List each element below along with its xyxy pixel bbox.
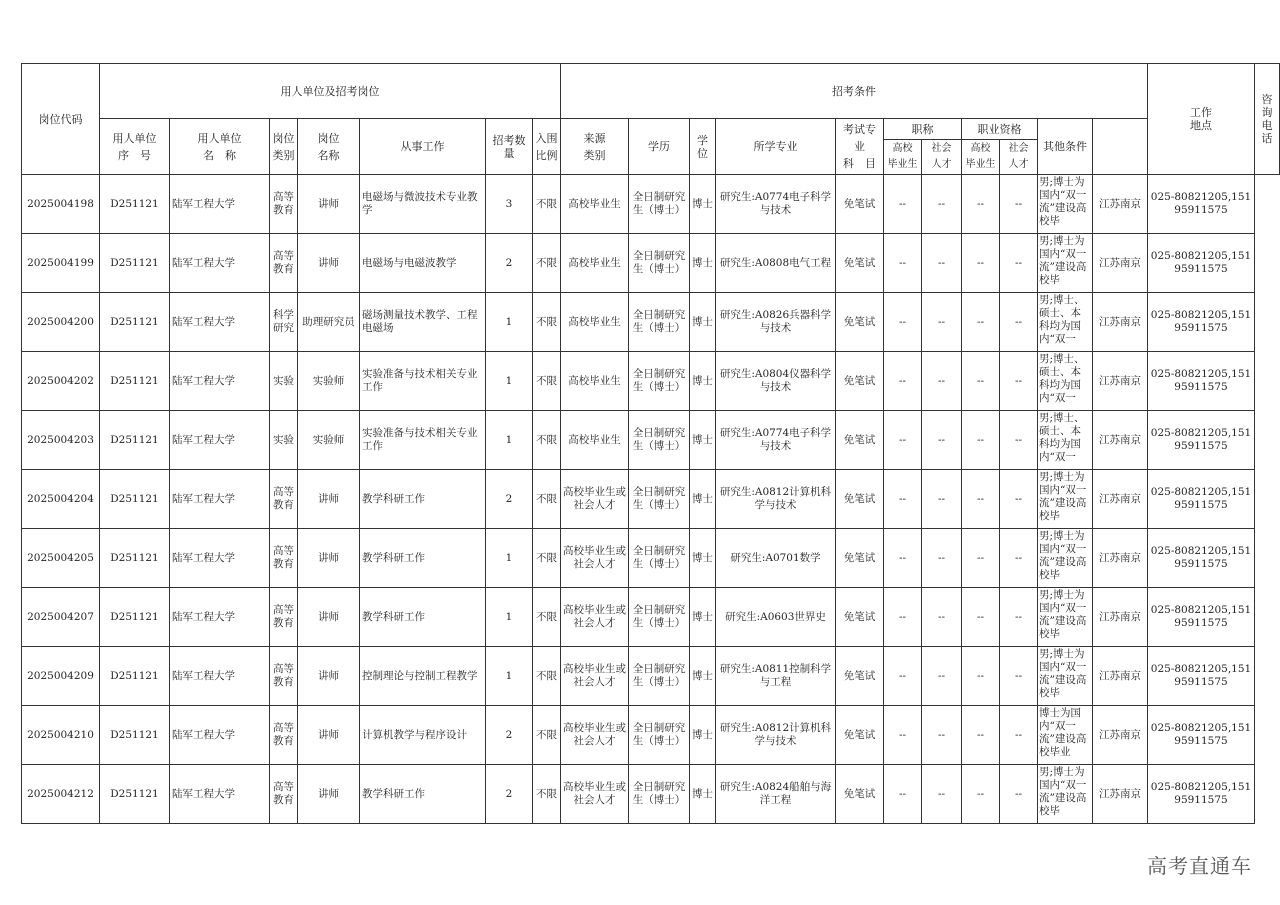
cell-degree: 博士	[690, 529, 716, 588]
cell-post-name: 讲师	[298, 470, 360, 529]
cell-quota: 3	[486, 175, 533, 234]
cell-title-social: --	[922, 293, 962, 352]
header-location: 工作 地点	[1148, 64, 1255, 175]
table-row	[22, 352, 1280, 411]
cell-title-social: --	[922, 175, 962, 234]
cell-work: 教学科研工作	[360, 588, 486, 647]
cell-other	[1038, 470, 1093, 529]
cell-location: 江苏南京	[1093, 588, 1148, 647]
table-row	[22, 529, 1280, 588]
header-qual-graduate: 高校 毕业生	[962, 140, 1000, 175]
table-row	[22, 293, 1280, 352]
cell-quota: 1	[486, 647, 533, 706]
table-row	[22, 470, 1280, 529]
cell-education: 全日制研究生（博士）	[629, 293, 690, 352]
cell-qual-graduate: --	[962, 411, 1000, 470]
cell-work: 教学科研工作	[360, 470, 486, 529]
cell-exam-subject: 免笔试	[836, 175, 884, 234]
cell-post-name: 实验师	[298, 352, 360, 411]
table-row	[22, 234, 1280, 293]
cell-location: 江苏南京	[1093, 765, 1148, 824]
cell-post-type: 高等 教育	[270, 588, 298, 647]
cell-location: 江苏南京	[1093, 293, 1148, 352]
cell-unit-seq: D251121	[100, 588, 170, 647]
other-conditions-text: 男;博士为国内“双一流”建设高校毕	[1039, 235, 1087, 286]
cell-degree: 博士	[690, 647, 716, 706]
cell-qual-social: --	[1000, 706, 1038, 765]
table-row	[22, 411, 1280, 470]
header-post-name: 岗位 名称	[298, 119, 360, 175]
cell-education: 全日制研究生（博士）	[629, 529, 690, 588]
cell-other	[1038, 352, 1093, 411]
table-row	[22, 706, 1280, 765]
cell-phone: 025-80821205,15195911575	[1148, 529, 1255, 588]
cell-post-type: 高等 教育	[270, 470, 298, 529]
cell-exam-subject: 免笔试	[836, 706, 884, 765]
cell-other	[1038, 293, 1093, 352]
cell-post-name: 讲师	[298, 529, 360, 588]
cell-unit-name: 陆军工程大学	[170, 352, 270, 411]
other-conditions-text: 博士为国内“双一流”建设高校毕业	[1039, 707, 1087, 758]
cell-post-code: 2025004210	[22, 706, 100, 765]
cell-title-graduate: --	[884, 293, 922, 352]
cell-qual-graduate: --	[962, 529, 1000, 588]
cell-source: 高校毕业生或社会人才	[561, 765, 629, 824]
header-condition-group: 招考条件	[561, 64, 1148, 119]
cell-unit-seq: D251121	[100, 647, 170, 706]
watermark: 高考直通车	[1147, 854, 1252, 878]
cell-post-code: 2025004204	[22, 470, 100, 529]
cell-education: 全日制研究生（博士）	[629, 352, 690, 411]
cell-phone: 025-80821205,15195911575	[1148, 647, 1255, 706]
cell-phone: 025-80821205,15195911575	[1148, 588, 1255, 647]
cell-qual-social: --	[1000, 647, 1038, 706]
cell-education: 全日制研究生（博士）	[629, 706, 690, 765]
cell-post-type: 高等 教育	[270, 529, 298, 588]
cell-major: 研究生:A0826兵器科学与技术	[716, 293, 836, 352]
cell-unit-name: 陆军工程大学	[170, 175, 270, 234]
cell-degree: 博士	[690, 588, 716, 647]
header-source: 来源 类别	[561, 119, 629, 175]
cell-degree: 博士	[690, 352, 716, 411]
header-degree: 学位	[690, 119, 716, 175]
cell-phone: 025-80821205,15195911575	[1148, 293, 1255, 352]
cell-other	[1038, 647, 1093, 706]
cell-title-social: --	[922, 352, 962, 411]
cell-exam-subject: 免笔试	[836, 529, 884, 588]
cell-title-graduate: --	[884, 706, 922, 765]
other-conditions-text: 男;博士、硕士、本科均为国内“双一	[1039, 294, 1085, 345]
header-title-group: 职称	[884, 119, 962, 140]
cell-phone: 025-80821205,15195911575	[1148, 411, 1255, 470]
cell-title-graduate: --	[884, 234, 922, 293]
cell-qual-social: --	[1000, 588, 1038, 647]
cell-qual-graduate: --	[962, 470, 1000, 529]
cell-degree: 博士	[690, 765, 716, 824]
cell-post-code: 2025004198	[22, 175, 100, 234]
cell-work: 电磁场与电磁波教学	[360, 234, 486, 293]
cell-degree: 博士	[690, 234, 716, 293]
cell-major: 研究生:A0808电气工程	[716, 234, 836, 293]
cell-title-social: --	[922, 706, 962, 765]
other-conditions-text: 男;博士为国内“双一流”建设高校毕	[1039, 766, 1087, 817]
cell-post-type: 实验	[270, 352, 298, 411]
cell-qual-social: --	[1000, 765, 1038, 824]
cell-location: 江苏南京	[1093, 234, 1148, 293]
cell-exam-subject: 免笔试	[836, 588, 884, 647]
other-conditions-text: 男;博士为国内“双一流”建设高校毕	[1039, 530, 1087, 581]
cell-degree: 博士	[690, 706, 716, 765]
cell-major: 研究生:A0812计算机科学与技术	[716, 706, 836, 765]
cell-title-social: --	[922, 588, 962, 647]
cell-post-type: 高等 教育	[270, 175, 298, 234]
cell-title-social: --	[922, 647, 962, 706]
cell-exam-subject: 免笔试	[836, 470, 884, 529]
table-row	[22, 647, 1280, 706]
header-qual-social: 社会 人才	[1000, 140, 1038, 175]
cell-source: 高校毕业生或社会人才	[561, 706, 629, 765]
cell-title-graduate: --	[884, 529, 922, 588]
cell-quota: 2	[486, 234, 533, 293]
cell-exam-subject: 免笔试	[836, 411, 884, 470]
header-phone: 咨询电话	[1255, 64, 1280, 175]
cell-post-code: 2025004203	[22, 411, 100, 470]
other-conditions-text: 男;博士为国内“双一流”建设高校毕	[1039, 176, 1087, 227]
cell-work: 磁场测量技术教学、工程电磁场	[360, 293, 486, 352]
cell-ratio: 不限	[533, 588, 561, 647]
cell-unit-seq: D251121	[100, 529, 170, 588]
other-conditions-text: 男;博士、硕士、本科均为国内“双一	[1039, 412, 1085, 463]
header-major: 所学专业	[716, 119, 836, 175]
cell-other	[1038, 234, 1093, 293]
cell-major: 研究生:A0774电子科学与技术	[716, 411, 836, 470]
other-conditions-text: 男;博士、硕士、本科均为国内“双一	[1039, 353, 1085, 404]
cell-unit-seq: D251121	[100, 411, 170, 470]
cell-qual-graduate: --	[962, 293, 1000, 352]
cell-ratio: 不限	[533, 529, 561, 588]
cell-qual-graduate: --	[962, 175, 1000, 234]
cell-title-social: --	[922, 234, 962, 293]
cell-unit-name: 陆军工程大学	[170, 470, 270, 529]
cell-qual-social: --	[1000, 234, 1038, 293]
cell-qual-social: --	[1000, 352, 1038, 411]
cell-title-graduate: --	[884, 352, 922, 411]
cell-location: 江苏南京	[1093, 175, 1148, 234]
cell-education: 全日制研究生（博士）	[629, 175, 690, 234]
cell-post-name: 讲师	[298, 647, 360, 706]
cell-unit-seq: D251121	[100, 352, 170, 411]
cell-qual-graduate: --	[962, 588, 1000, 647]
cell-qual-social: --	[1000, 293, 1038, 352]
cell-unit-name: 陆军工程大学	[170, 706, 270, 765]
cell-education: 全日制研究生（博士）	[629, 234, 690, 293]
cell-post-code: 2025004207	[22, 588, 100, 647]
cell-qual-social: --	[1000, 529, 1038, 588]
cell-source: 高校毕业生或社会人才	[561, 588, 629, 647]
cell-location: 江苏南京	[1093, 411, 1148, 470]
cell-post-type: 高等 教育	[270, 706, 298, 765]
cell-post-type: 实验	[270, 411, 298, 470]
cell-ratio: 不限	[533, 293, 561, 352]
cell-qual-graduate: --	[962, 706, 1000, 765]
header-unit-group: 用人单位及招考岗位	[100, 64, 561, 119]
cell-ratio: 不限	[533, 706, 561, 765]
cell-exam-subject: 免笔试	[836, 765, 884, 824]
cell-location: 江苏南京	[1093, 529, 1148, 588]
cell-location: 江苏南京	[1093, 470, 1148, 529]
table-row	[22, 588, 1280, 647]
cell-ratio: 不限	[533, 352, 561, 411]
recruitment-table	[21, 63, 1280, 824]
cell-phone: 025-80821205,15195911575	[1148, 175, 1255, 234]
cell-post-code: 2025004200	[22, 293, 100, 352]
cell-post-code: 2025004205	[22, 529, 100, 588]
cell-degree: 博士	[690, 175, 716, 234]
cell-post-name: 助理研究员	[298, 293, 360, 352]
cell-exam-subject: 免笔试	[836, 647, 884, 706]
cell-education: 全日制研究生（博士）	[629, 765, 690, 824]
cell-source: 高校毕业生	[561, 175, 629, 234]
cell-quota: 1	[486, 588, 533, 647]
cell-title-graduate: --	[884, 647, 922, 706]
header-title-graduate: 高校 毕业生	[884, 140, 922, 175]
cell-major: 研究生:A0804仪器科学与技术	[716, 352, 836, 411]
cell-qual-graduate: --	[962, 234, 1000, 293]
cell-degree: 博士	[690, 293, 716, 352]
cell-title-graduate: --	[884, 765, 922, 824]
cell-other	[1038, 529, 1093, 588]
cell-quota: 1	[486, 352, 533, 411]
cell-work: 控制理论与控制工程教学	[360, 647, 486, 706]
cell-source: 高校毕业生	[561, 234, 629, 293]
table-row	[22, 765, 1280, 824]
cell-post-type: 高等 教育	[270, 234, 298, 293]
cell-qual-graduate: --	[962, 765, 1000, 824]
cell-unit-seq: D251121	[100, 234, 170, 293]
cell-exam-subject: 免笔试	[836, 293, 884, 352]
cell-unit-seq: D251121	[100, 765, 170, 824]
cell-work: 实验准备与技术相关专业工作	[360, 411, 486, 470]
cell-phone: 025-80821205,15195911575	[1148, 706, 1255, 765]
cell-other	[1038, 175, 1093, 234]
header-unit-seq: 用人单位 序 号	[100, 119, 170, 175]
cell-work: 电磁场与微波技术专业教学	[360, 175, 486, 234]
cell-major: 研究生:A0812计算机科学与技术	[716, 470, 836, 529]
cell-phone: 025-80821205,15195911575	[1148, 234, 1255, 293]
cell-unit-name: 陆军工程大学	[170, 529, 270, 588]
cell-post-name: 讲师	[298, 234, 360, 293]
header-unit-name: 用人单位 名 称	[170, 119, 270, 175]
other-conditions-text: 男;博士为国内“双一流”建设高校毕	[1039, 589, 1087, 640]
cell-ratio: 不限	[533, 234, 561, 293]
cell-exam-subject: 免笔试	[836, 352, 884, 411]
cell-qual-social: --	[1000, 470, 1038, 529]
cell-post-code: 2025004212	[22, 765, 100, 824]
cell-education: 全日制研究生（博士）	[629, 588, 690, 647]
cell-unit-seq: D251121	[100, 293, 170, 352]
cell-ratio: 不限	[533, 765, 561, 824]
cell-ratio: 不限	[533, 647, 561, 706]
header-education: 学历	[629, 119, 690, 175]
cell-ratio: 不限	[533, 411, 561, 470]
cell-work: 教学科研工作	[360, 765, 486, 824]
cell-unit-seq: D251121	[100, 706, 170, 765]
cell-post-code: 2025004209	[22, 647, 100, 706]
header-other: 其他条件	[1038, 119, 1093, 175]
cell-title-graduate: --	[884, 588, 922, 647]
cell-source: 高校毕业生	[561, 352, 629, 411]
cell-education: 全日制研究生（博士）	[629, 411, 690, 470]
header-work: 从事工作	[360, 119, 486, 175]
cell-phone: 025-80821205,15195911575	[1148, 352, 1255, 411]
cell-phone: 025-80821205,15195911575	[1148, 765, 1255, 824]
cell-quota: 2	[486, 470, 533, 529]
cell-major: 研究生:A0811控制科学与工程	[716, 647, 836, 706]
header-quota: 招考数量	[486, 119, 533, 175]
cell-post-name: 讲师	[298, 175, 360, 234]
cell-title-graduate: --	[884, 175, 922, 234]
cell-location: 江苏南京	[1093, 647, 1148, 706]
cell-major: 研究生:A0774电子科学与技术	[716, 175, 836, 234]
other-conditions-text: 男;博士为国内“双一流”建设高校毕	[1039, 471, 1087, 522]
cell-location: 江苏南京	[1093, 352, 1148, 411]
cell-ratio: 不限	[533, 175, 561, 234]
cell-unit-name: 陆军工程大学	[170, 647, 270, 706]
cell-work: 教学科研工作	[360, 529, 486, 588]
cell-unit-name: 陆军工程大学	[170, 765, 270, 824]
header-post-type: 岗位 类别	[270, 119, 298, 175]
cell-post-type: 科学 研究	[270, 293, 298, 352]
cell-work: 实验准备与技术相关专业工作	[360, 352, 486, 411]
cell-title-graduate: --	[884, 411, 922, 470]
cell-title-graduate: --	[884, 470, 922, 529]
cell-qual-social: --	[1000, 411, 1038, 470]
cell-other	[1038, 588, 1093, 647]
cell-unit-name: 陆军工程大学	[170, 293, 270, 352]
cell-source: 高校毕业生	[561, 293, 629, 352]
cell-qual-graduate: --	[962, 352, 1000, 411]
cell-unit-name: 陆军工程大学	[170, 234, 270, 293]
cell-unit-seq: D251121	[100, 470, 170, 529]
cell-qual-graduate: --	[962, 647, 1000, 706]
cell-post-name: 实验师	[298, 411, 360, 470]
cell-quota: 1	[486, 411, 533, 470]
cell-quota: 1	[486, 529, 533, 588]
cell-post-type: 高等 教育	[270, 765, 298, 824]
cell-source: 高校毕业生	[561, 411, 629, 470]
cell-qual-social: --	[1000, 175, 1038, 234]
cell-degree: 博士	[690, 470, 716, 529]
cell-source: 高校毕业生或社会人才	[561, 470, 629, 529]
cell-unit-name: 陆军工程大学	[170, 411, 270, 470]
table-body	[22, 175, 1280, 824]
cell-phone: 025-80821205,15195911575	[1148, 470, 1255, 529]
cell-other	[1038, 765, 1093, 824]
cell-major: 研究生:A0603世界史	[716, 588, 836, 647]
header-qualification-group: 职业资格	[962, 119, 1038, 140]
cell-post-name: 讲师	[298, 706, 360, 765]
cell-title-social: --	[922, 529, 962, 588]
cell-degree: 博士	[690, 411, 716, 470]
cell-title-social: --	[922, 765, 962, 824]
cell-post-type: 高等 教育	[270, 647, 298, 706]
cell-post-code: 2025004202	[22, 352, 100, 411]
cell-title-social: --	[922, 411, 962, 470]
cell-major: 研究生:A0824船舶与海洋工程	[716, 765, 836, 824]
cell-quota: 2	[486, 765, 533, 824]
cell-unit-seq: D251121	[100, 175, 170, 234]
cell-education: 全日制研究生（博士）	[629, 470, 690, 529]
other-conditions-text: 男;博士为国内“双一流”建设高校毕	[1039, 648, 1087, 699]
cell-source: 高校毕业生或社会人才	[561, 529, 629, 588]
cell-location: 江苏南京	[1093, 706, 1148, 765]
cell-source: 高校毕业生或社会人才	[561, 647, 629, 706]
cell-other	[1038, 411, 1093, 470]
header-exam-subject: 考试专业 科 目	[836, 119, 884, 175]
cell-post-name: 讲师	[298, 765, 360, 824]
cell-quota: 1	[486, 293, 533, 352]
cell-unit-name: 陆军工程大学	[170, 588, 270, 647]
cell-education: 全日制研究生（博士）	[629, 647, 690, 706]
cell-other	[1038, 706, 1093, 765]
cell-quota: 2	[486, 706, 533, 765]
cell-work: 计算机教学与程序设计	[360, 706, 486, 765]
cell-title-social: --	[922, 470, 962, 529]
cell-post-name: 讲师	[298, 588, 360, 647]
cell-exam-subject: 免笔试	[836, 234, 884, 293]
header-post-code: 岗位代码	[22, 64, 100, 175]
cell-ratio: 不限	[533, 470, 561, 529]
table-row	[22, 175, 1280, 234]
cell-post-code: 2025004199	[22, 234, 100, 293]
header-title-social: 社会 人才	[922, 140, 962, 175]
cell-major: 研究生:A0701数学	[716, 529, 836, 588]
header-ratio: 入围 比例	[533, 119, 561, 175]
